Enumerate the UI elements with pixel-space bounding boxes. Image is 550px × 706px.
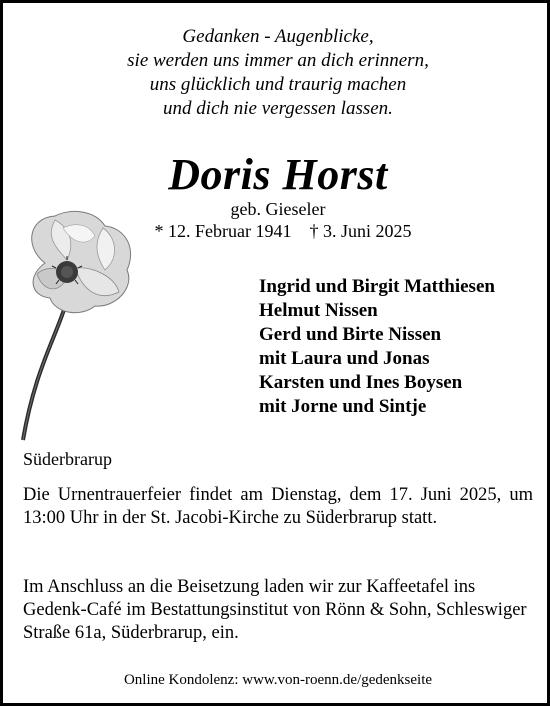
poem-line: Gedanken - Augenblicke, bbox=[182, 26, 374, 47]
mourner-line: Karsten und Ines Boysen bbox=[259, 372, 463, 393]
mourner-line: Helmut Nissen bbox=[259, 300, 378, 321]
mourners-list bbox=[259, 275, 539, 419]
maiden-name: geb. Gieseler bbox=[230, 199, 326, 219]
funeral-details: Die Urnentrauerfeier findet am Dienstag, dem 17. Juni 2025, um 13:00 Uhr in der St. Jacobi-Kirche zu Süderbrarup statt. bbox=[23, 485, 533, 528]
poem-line: uns glücklich und traurig machen bbox=[149, 74, 407, 95]
online-condolence: Online Kondolenz: www.von-roenn.de/gedenkseite bbox=[123, 672, 433, 688]
memorial-poem bbox=[3, 25, 550, 121]
mourner-line: Gerd und Birte Nissen bbox=[259, 324, 442, 345]
birth-date: * 12. Februar 1941 bbox=[154, 221, 292, 241]
life-dates bbox=[123, 220, 443, 242]
reception-details: Im Anschluss an die Beisetzung laden wir zur Kaffeetafel ins Gedenk-Café im Bestattungsinstitut von Rönn & Sohn, Schleswiger Straße 61a, Süderbrarup, ein. bbox=[23, 577, 527, 643]
mourner-line: mit Laura und Jonas bbox=[259, 348, 430, 369]
death-date: † 3. Juni 2025 bbox=[309, 221, 412, 241]
poppy-flower-icon bbox=[15, 208, 140, 443]
place-name: Süderbrarup bbox=[23, 449, 112, 469]
poem-line: sie werden uns immer an dich erinnern, bbox=[127, 50, 429, 71]
poem-line: und dich nie vergessen lassen. bbox=[163, 98, 393, 119]
mourner-line: Ingrid und Birgit Matthiesen bbox=[259, 276, 495, 297]
mourner-line: mit Jorne und Sintje bbox=[259, 396, 427, 417]
deceased-name: Doris Horst bbox=[168, 150, 388, 199]
